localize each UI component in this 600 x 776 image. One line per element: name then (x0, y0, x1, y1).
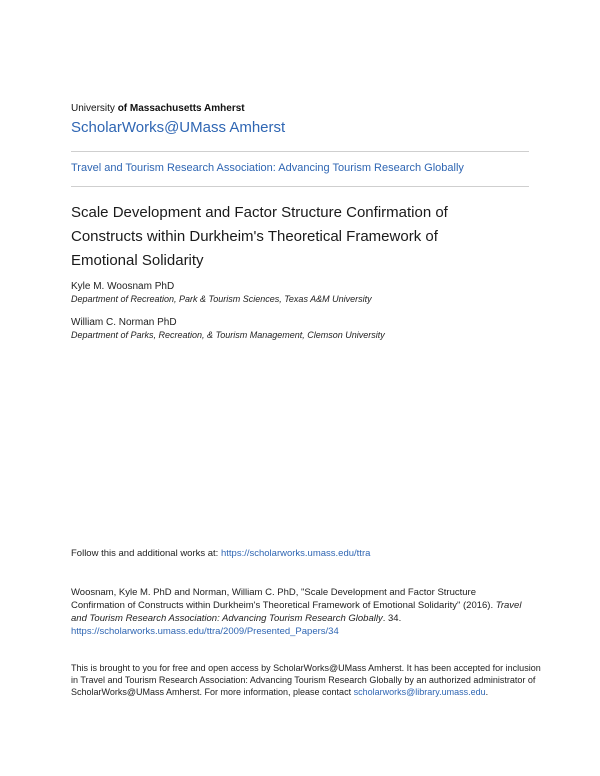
notice-text: This is brought to you for free and open access by ScholarWorks@UMass Amherst. It has been accepted for inclusion in Travel and Tourism Research Association: Advancing Tourism Research Globally by an authorized administrator of ScholarWorks@UMass Amherst. For more information, please contact (71, 663, 541, 697)
repo-owner-massachusetts: Massachusetts (127, 103, 202, 114)
repo-owner-university: University (71, 103, 118, 114)
author-name: Kyle M. Woosnam PhD (71, 281, 175, 292)
author-affiliation: Department of Recreation, Park & Tourism Sciences, Texas A&M University (71, 294, 372, 304)
paper-title: Scale Development and Factor Structure Confirmation of Constructs within Durkheim's Theoretical Framework of Emotional Solidarity (71, 204, 448, 269)
citation-issue: . 34. (382, 613, 402, 624)
citation-text: Woosnam, Kyle M. PhD and Norman, William C. PhD, "Scale Development and Factor Structure Confirmation of Constructs within Durkheim's Theoretical Framework of Emotional Solidarity" (2016). (71, 587, 496, 611)
recommended-citation (71, 586, 531, 638)
follow-line (71, 548, 370, 559)
author-affiliation: Department of Parks, Recreation, & Tourism Management, Clemson University (71, 330, 385, 340)
top-divider (71, 151, 529, 152)
repo-owner-amherst: Amherst (201, 103, 245, 114)
follow-prefix: Follow this and additional works at: (71, 548, 221, 559)
contact-email-link[interactable]: scholarworks@library.umass.edu (353, 687, 486, 697)
repository-name-link[interactable]: ScholarWorks@UMass Amherst (71, 119, 286, 136)
series-link[interactable]: Travel and Tourism Research Association: Advancing Tourism Research Globally (71, 162, 464, 174)
open-access-notice (71, 662, 541, 698)
repository-owner (71, 103, 245, 114)
follow-link[interactable]: https://scholarworks.umass.edu/ttra (220, 548, 371, 559)
author-name: William C. Norman PhD (71, 317, 177, 328)
citation-journal: Travel and Tourism Research Association: Advancing Tourism Research Globally (71, 600, 522, 624)
repo-owner-of: of (117, 103, 128, 114)
series-divider (71, 186, 529, 187)
citation-link[interactable]: https://scholarworks.umass.edu/ttra/2009/Presented_Papers/34 (71, 626, 339, 637)
notice-end: . (485, 687, 489, 697)
